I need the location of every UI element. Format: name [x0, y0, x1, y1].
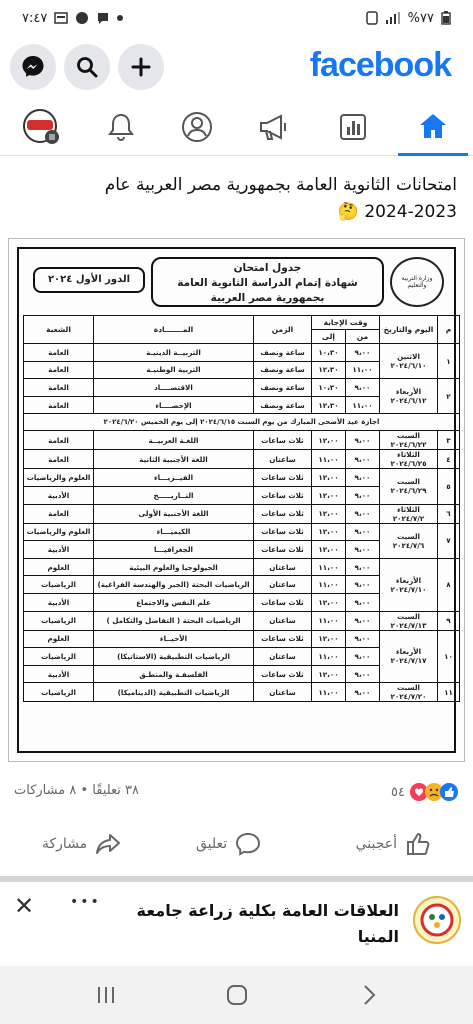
- col-branch: الشعبة: [24, 316, 94, 344]
- tab-home[interactable]: [398, 98, 468, 156]
- dot-icon: [117, 15, 123, 21]
- branch: الأدبية: [24, 486, 94, 504]
- table-row: [24, 344, 460, 362]
- time-from: ٩،٠٠: [346, 665, 380, 683]
- row-number: ٤: [438, 450, 460, 469]
- time-to: ١٢،٠٠: [312, 523, 346, 541]
- subject: الاقتصــــاد: [94, 379, 254, 397]
- duration: ساعة ونصف: [254, 344, 312, 362]
- subject: الإحصــــاء: [94, 396, 254, 414]
- exam-date: ٢٠٢٤/٦/٢٢: [390, 440, 427, 450]
- branch: الأدبية: [24, 665, 94, 683]
- time-from: ١١،٠٠: [346, 396, 380, 414]
- post-title-line1: امتحانات الثانوية العامة بجمهورية مصر العربية عام: [104, 175, 457, 195]
- row-day-date: [380, 630, 438, 683]
- table-row: [24, 523, 460, 541]
- home-icon: [417, 111, 449, 141]
- row-day-date: [380, 469, 438, 504]
- subject: الكيميـــاء: [94, 523, 254, 541]
- tab-menu[interactable]: [6, 98, 76, 156]
- row-day-date: [380, 558, 438, 611]
- reactions-bar[interactable]: [0, 780, 473, 804]
- col-from: من: [346, 330, 380, 344]
- day-name: الاثنين: [397, 352, 420, 362]
- post-actions: [0, 828, 473, 866]
- branch: العلوم والرياضيات: [24, 523, 94, 541]
- subject: الفيــزيـــاء: [94, 469, 254, 487]
- signal-icon: [385, 12, 401, 24]
- time-from: ٩،٠٠: [346, 611, 380, 630]
- duration: ثلاث ساعات: [254, 469, 312, 487]
- exam-date: ٢٠٢٤/٦/١٠: [390, 361, 427, 371]
- row-number: ١: [438, 344, 460, 379]
- branch: العامة: [24, 504, 94, 523]
- subject: اللغـة العربيــة: [94, 431, 254, 450]
- page-name-line1: العلاقات العامة بكلية زراعة جامعة: [136, 901, 399, 920]
- time-to: ١٢،٣٠: [312, 361, 346, 379]
- exam-date: ٢٠٢٤/٧/٢: [392, 513, 425, 523]
- row-number: ١١: [438, 683, 460, 702]
- profile-icon: [181, 111, 213, 143]
- subject: التربيــة الدينيـة: [94, 344, 254, 362]
- reaction-icons: [409, 782, 459, 802]
- time-to: ١٢،٠٠: [312, 486, 346, 504]
- document-header: [23, 255, 450, 311]
- exam-date: ٢٠٢٤/٧/١٣: [390, 620, 427, 630]
- document-heading: [151, 257, 384, 307]
- time-to: ١١،٠٠: [312, 648, 346, 666]
- table-row: [24, 469, 460, 487]
- row-day-date: [380, 344, 438, 379]
- heading-line-3: بجمهورية مصر العربية: [210, 292, 325, 304]
- row-number: ٧: [438, 523, 460, 558]
- duration: ساعة ونصف: [254, 396, 312, 414]
- subject: علم النفس والاجتماع: [94, 593, 254, 611]
- time-from: ١١،٠٠: [346, 361, 380, 379]
- more-options-button[interactable]: •••: [70, 894, 101, 910]
- exam-date: ٢٠٢٤/٦/١٢: [390, 396, 427, 406]
- table-row: [24, 431, 460, 450]
- search-button[interactable]: [64, 44, 110, 90]
- time-to: ١٢،٠٠: [312, 541, 346, 559]
- time-to: ١٠،٣٠: [312, 344, 346, 362]
- close-post-button[interactable]: ✕: [14, 892, 35, 920]
- table-row: [24, 630, 460, 648]
- row-number: ٢: [438, 379, 460, 414]
- branch: الرياضيات: [24, 648, 94, 666]
- time-to: ١٢،٣٠: [312, 396, 346, 414]
- heading-line-1: جدول امتحان: [233, 262, 302, 274]
- duration: ثلاث ساعات: [254, 593, 312, 611]
- subject: الرياضيات البحتة ( التفاضل والتكامل ): [94, 611, 254, 630]
- duration: ثلاث ساعات: [254, 504, 312, 523]
- next-post-header: [0, 884, 473, 964]
- chart-icon: [338, 112, 368, 142]
- like-button[interactable]: [356, 832, 431, 856]
- col-num: م: [438, 316, 460, 344]
- duration: ثلاث ساعات: [254, 541, 312, 559]
- time-from: ٩،٠٠: [346, 379, 380, 397]
- table-row: [24, 683, 460, 702]
- time-from: ٩،٠٠: [346, 469, 380, 487]
- tab-announcements[interactable]: [240, 98, 310, 156]
- row-day-date: [380, 431, 438, 450]
- time-to: ١١،٠٠: [312, 576, 346, 594]
- duration: ثلاث ساعات: [254, 665, 312, 683]
- time-from: ٩،٠٠: [346, 558, 380, 576]
- share-button[interactable]: [42, 832, 121, 856]
- subject: الرياضيات التطبيقية (الاستاتيكا): [94, 648, 254, 666]
- table-row: [24, 450, 460, 469]
- duration: ساعتان: [254, 648, 312, 666]
- table-row: [24, 379, 460, 397]
- time-to: ١٢،٠٠: [312, 504, 346, 523]
- row-day-date: [380, 523, 438, 558]
- time-from: ٩،٠٠: [346, 344, 380, 362]
- duration: ثلاث ساعات: [254, 431, 312, 450]
- time-from: ٩،٠٠: [346, 523, 380, 541]
- row-day-date: [380, 450, 438, 469]
- branch: العلوم: [24, 630, 94, 648]
- share-icon: [95, 832, 121, 856]
- subject: التــاريـــــخ: [94, 486, 254, 504]
- create-button[interactable]: [118, 44, 164, 90]
- row-number: ٦: [438, 504, 460, 523]
- ministry-seal: وزارة التربية والتعليم: [390, 257, 444, 307]
- comment-label: تعليق: [196, 836, 228, 852]
- recent-apps-icon[interactable]: [96, 986, 116, 1004]
- day-name: السبت: [396, 531, 421, 541]
- exam-schedule-table: [23, 315, 460, 702]
- top-bar: [0, 40, 473, 94]
- exam-date: ٢٠٢٤/٦/٢٥: [390, 459, 427, 469]
- subject: اللغة الأجنبية الأولى: [94, 504, 254, 523]
- back-icon[interactable]: [362, 984, 376, 1006]
- nav-tabs: [0, 98, 473, 156]
- row-day-date: [380, 611, 438, 630]
- col-time: وقت الإجابة: [312, 316, 380, 330]
- subject: التربية الوطنيـة: [94, 361, 254, 379]
- row-number: ١٠: [438, 630, 460, 683]
- branch: العامة: [24, 361, 94, 379]
- subject: الأحيــاء: [94, 630, 254, 648]
- branch: الرياضيات: [24, 611, 94, 630]
- day-name: الأربعاء: [395, 647, 422, 657]
- comment-icon: [235, 832, 261, 856]
- table-row: [24, 558, 460, 576]
- day-name: السبت: [396, 683, 421, 693]
- time-from: ٩،٠٠: [346, 683, 380, 702]
- duration: ساعة ونصف: [254, 379, 312, 397]
- branch: العلوم: [24, 558, 94, 576]
- time-from: ٩،٠٠: [346, 431, 380, 450]
- duration: ساعتان: [254, 576, 312, 594]
- time-from: ٩،٠٠: [346, 648, 380, 666]
- duration: ساعتان: [254, 611, 312, 630]
- duration: ساعتان: [254, 450, 312, 469]
- exam-date: ٢٠٢٤/٧/٢٠: [390, 692, 427, 702]
- time-to: ١١،٠٠: [312, 450, 346, 469]
- tab-notifications[interactable]: [86, 98, 156, 156]
- page-name[interactable]: [109, 898, 399, 950]
- branch: الأدبية: [24, 593, 94, 611]
- table-row: [24, 504, 460, 523]
- time-from: ٩،٠٠: [346, 593, 380, 611]
- col-day: اليوم والتاريخ: [380, 316, 438, 344]
- battery-icon: [441, 11, 451, 25]
- system-navigation-bar: [0, 966, 473, 1024]
- tab-dashboard[interactable]: [318, 98, 388, 156]
- reaction-count: ٥٤: [391, 784, 405, 800]
- time-to: ١٢،٠٠: [312, 593, 346, 611]
- duration: ساعتان: [254, 558, 312, 576]
- branch: العامة: [24, 344, 94, 362]
- branch: العامة: [24, 379, 94, 397]
- day-name: السبت: [396, 477, 421, 487]
- like-label: أعجبني: [355, 836, 397, 852]
- facebook-logo[interactable]: facebook: [309, 46, 451, 84]
- exam-date: ٢٠٢٤/٦/٢٩: [390, 486, 427, 496]
- messenger-icon: [20, 54, 46, 80]
- time-to: ١١،٠٠: [312, 683, 346, 702]
- page-name-line2: المنيا: [357, 927, 399, 946]
- branch: الرياضيات: [24, 576, 94, 594]
- row-day-date: [380, 379, 438, 414]
- table-row: [24, 611, 460, 630]
- time-from: ٩،٠٠: [346, 486, 380, 504]
- exam-date: ٢٠٢٤/٧/٦: [392, 540, 425, 550]
- post-title-line2: 2024-2023: [364, 202, 457, 222]
- time-from: ٩،٠٠: [346, 504, 380, 523]
- exam-round: الدور الأول ٢٠٢٤: [33, 267, 145, 293]
- post-text: [12, 172, 457, 226]
- messenger-button[interactable]: [10, 44, 56, 90]
- holiday-row: [24, 414, 460, 431]
- col-duration: الزمن: [254, 316, 312, 344]
- time-to: ١٢،٠٠: [312, 431, 346, 450]
- branch: العامة: [24, 396, 94, 414]
- time-from: ٩،٠٠: [346, 576, 380, 594]
- row-day-date: [380, 683, 438, 702]
- heading-line-2: شهادة إتمام الدراسة الثانوية العامة: [177, 277, 358, 289]
- time-to: ١٢،٠٠: [312, 665, 346, 683]
- exam-date: ٢٠٢٤/٧/١٧: [390, 656, 427, 666]
- profile-avatar-menu-icon: [21, 107, 61, 147]
- time-from: ٩،٠٠: [346, 630, 380, 648]
- duration: ثلاث ساعات: [254, 523, 312, 541]
- comments-shares-summary[interactable]: ٣٨ تعليقًا • ٨ مشاركات: [14, 783, 139, 798]
- gallery-icon: [54, 12, 68, 24]
- chat-notification-icon: [96, 11, 110, 25]
- day-name: الأربعاء: [395, 575, 422, 585]
- row-number: ٩: [438, 611, 460, 630]
- branch: الأدبية: [24, 541, 94, 559]
- post-separator: [0, 876, 473, 882]
- document-frame: [17, 247, 456, 753]
- time-to: ١١،٠٠: [312, 611, 346, 630]
- day-name: السبت: [396, 431, 421, 441]
- subject: الرياضيات التطبيقية (الديناميكا): [94, 683, 254, 702]
- day-name: الأربعاء: [395, 387, 422, 397]
- holiday-note: اجازة عيد الأضحى المبارك من يوم السبت ٢٠٢٤/٦/١٥ إلى يوم الخميس ٢٠٢٤/٦/٢٠: [24, 414, 460, 431]
- messenger-notification-icon: [75, 11, 89, 25]
- duration: ساعتان: [254, 683, 312, 702]
- subject: الرياضيات البحتة (الجبر والهندسة الفراغية): [94, 576, 254, 594]
- time-to: ١٠،٣٠: [312, 379, 346, 397]
- row-number: ٥: [438, 469, 460, 504]
- branch: الرياضيات: [24, 683, 94, 702]
- row-number: ٣: [438, 431, 460, 450]
- subject: الفلسفـة والمنطـق: [94, 665, 254, 683]
- branch: العامة: [24, 431, 94, 450]
- day-name: السبت: [396, 611, 421, 621]
- share-label: مشاركة: [42, 836, 88, 852]
- data-saver-icon: [366, 11, 378, 25]
- plus-icon: [130, 56, 152, 78]
- megaphone-icon: [258, 112, 292, 142]
- status-bar: [0, 0, 473, 36]
- time-from: ٩،٠٠: [346, 450, 380, 469]
- subject: الجغرافيـــا: [94, 541, 254, 559]
- time-to: ١٢،٠٠: [312, 630, 346, 648]
- subject: اللغة الأجنبية الثانية: [94, 450, 254, 469]
- thinking-emoji: 🤔: [337, 202, 359, 222]
- day-name: الثلاثاء: [397, 504, 420, 514]
- home-button-icon[interactable]: [226, 984, 248, 1006]
- day-name: الثلاثاء: [397, 450, 420, 460]
- time-to: ١٢،٠٠: [312, 469, 346, 487]
- duration: ثلاث ساعات: [254, 486, 312, 504]
- comment-button[interactable]: [196, 832, 261, 856]
- time: ٧:٤٧: [22, 10, 48, 26]
- tab-profile[interactable]: [162, 98, 232, 156]
- exam-date: ٢٠٢٤/٧/١٠: [390, 584, 427, 594]
- page-avatar[interactable]: [413, 896, 461, 944]
- duration: ساعة ونصف: [254, 361, 312, 379]
- row-day-date: [380, 504, 438, 523]
- time-to: ١١،٠٠: [312, 558, 346, 576]
- search-icon: [75, 55, 99, 79]
- time-from: ٩،٠٠: [346, 541, 380, 559]
- row-number: ٨: [438, 558, 460, 611]
- col-to: إلى: [312, 330, 346, 344]
- col-subject: المـــــــادة: [94, 316, 254, 344]
- thumbs-up-icon: [405, 832, 431, 856]
- duration: ثلاث ساعات: [254, 630, 312, 648]
- subject: الجيولوجيا والعلوم البيئية: [94, 558, 254, 576]
- post-image[interactable]: [8, 238, 465, 762]
- battery-level: %٧٧: [407, 10, 434, 26]
- branch: العامة: [24, 450, 94, 469]
- bell-icon: [106, 112, 136, 142]
- branch: العلوم والرياضيات: [24, 469, 94, 487]
